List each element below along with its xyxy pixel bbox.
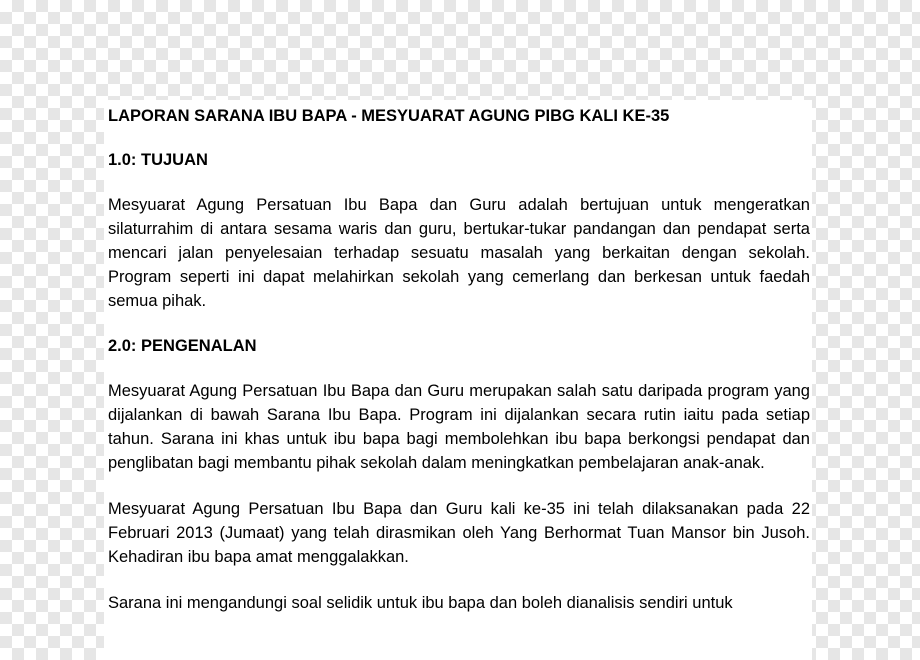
document-page	[104, 100, 812, 660]
paragraph-pengenalan-2: Mesyuarat Agung Persatuan Ibu Bapa dan Guru kali ke-35 ini telah dilaksanakan pada 22 Februari 2013 (Jumaat) yang telah dirasmikan oleh Yang Berhormat Tuan Mansor bin Jusoh. Kehadiran ibu bapa amat menggalakkan.	[108, 500, 810, 566]
section-heading-pengenalan: 2.0: PENGENALAN	[108, 337, 257, 355]
paragraph-pengenalan-3: Sarana ini mengandungi soal selidik untuk ibu bapa dan boleh dianalisis sendiri untuk	[108, 594, 733, 612]
section-heading-tujuan: 1.0: TUJUAN	[108, 151, 208, 169]
paragraph-tujuan: Mesyuarat Agung Persatuan Ibu Bapa dan Guru adalah bertujuan untuk mengeratkan silaturrahim di antara sesama waris dan guru, bertukar-tukar pandangan dan pendapat serta mencari jalan penyelesaian terhadap sesuatu masalah yang berkaitan dengan sekolah. Program seperti ini dapat melahirkan sekolah yang cemerlang dan berkesan untuk faedah semua pihak.	[108, 196, 810, 310]
document-body	[108, 105, 810, 615]
paragraph-pengenalan-1: Mesyuarat Agung Persatuan Ibu Bapa dan Guru merupakan salah satu daripada program yang dijalankan di bawah Sarana Ibu Bapa. Program ini dijalankan secara rutin iaitu pada setiap tahun. Sarana ini khas untuk ibu bapa bagi membolehkan ibu bapa berkongsi pendapat dan penglibatan bagi membantu pihak sekolah dalam meningkatkan pembelajaran anak-anak.	[108, 382, 810, 472]
document-title: LAPORAN SARANA IBU BAPA - MESYUARAT AGUNG PIBG KALI KE-35	[108, 107, 670, 125]
